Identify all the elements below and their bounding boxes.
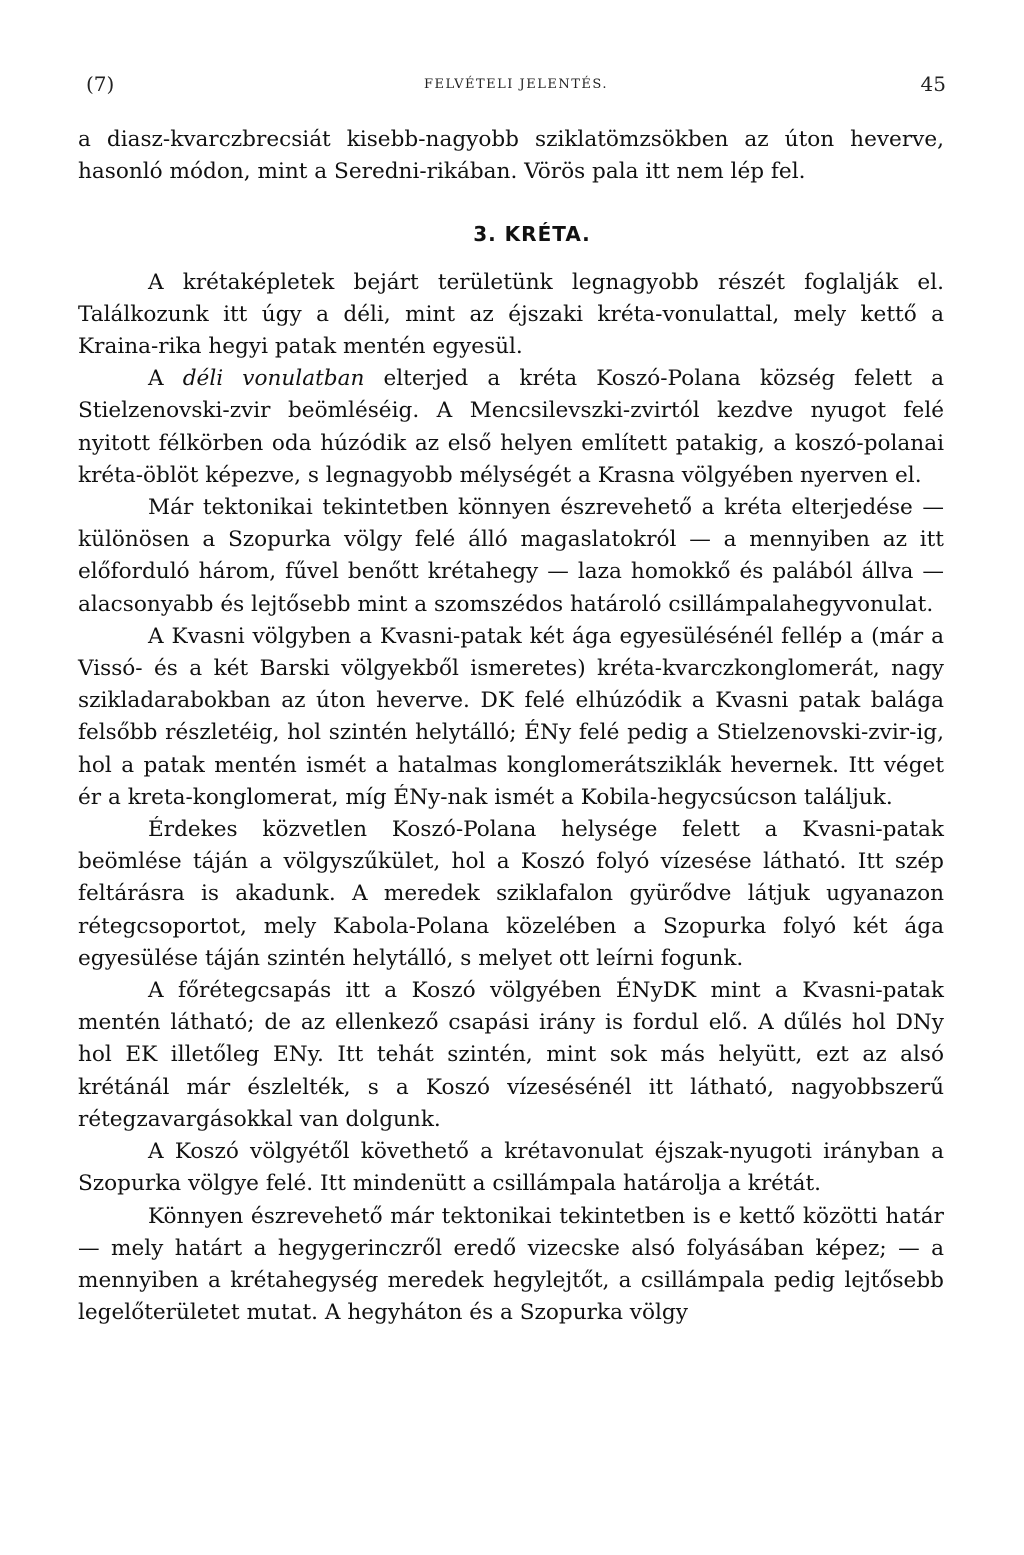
paragraph-text: A: [148, 366, 183, 392]
page-body: [78, 124, 944, 1329]
section-heading: 3. KRÉTA.: [473, 222, 591, 247]
italic-emphasis: déli vonulatban: [182, 366, 365, 392]
paragraph: Könnyen észrevehető már tektonikai tekintetben is e kettő közötti határ — mely határt a hegygerinczről eredő vizecske alsó folyásában képez; — a mennyiben a krétahegység meredek hegylejtőt, a csillámpala pedig lejtősebb legelőterületet mutat. A hegyháton és a Szopurka völgy: [78, 1203, 944, 1326]
paragraph-text: elterjed a kréta Koszó-Polana község felett a Stielzenovski-zvir beömléséig. A Mencsilevszki-zvirtól kezdve nyugot felé nyitott félkörben oda húzódik az első helyen említett patakig, a koszó-polanai kréta-öblöt képezve, s legnagyobb mélységét a Krasna völgyében nyerven el.: [78, 366, 944, 488]
page-number-left: (7): [86, 72, 115, 96]
page-header: [86, 72, 946, 102]
paragraph: Érdekes közvetlen Koszó-Polana helysége felett a Kvasni-patak beömlése táján a völgyszűkület, hol a Koszó folyó vízesése látható. Itt szép feltárásra is akadunk. A meredek sziklafalon gyürődve látjuk ugyanazon rétegcsoportot, mely Kabola-Polana közelében a Szopurka folyó két ága egyesülése táján szintén helytálló, s melyet ott leírni fogunk.: [78, 817, 944, 971]
paragraph: Már tektonikai tekintetben könnyen észrevehető a kréta elterjedése — különösen a Szopurka völgy felé álló magaslatokról — a mennyiben az itt előforduló három, fűvel benőtt krétahegy — laza homokkő és palából állva — alacsonyabb és lejtősebb mint a szomszédos határoló csillámpalahegyvonulat.: [78, 495, 944, 617]
paragraph: A Koszó völgyétől követhető a krétavonulat éjszak-nyugoti irányban a Szopurka völgye felé. Itt mindenütt a csillámpala határolja a krétát.: [78, 1139, 944, 1197]
page-number-right: 45: [920, 72, 946, 96]
paragraph-southern-range: [78, 363, 944, 492]
paragraph: A főrétegcsapás itt a Koszó völgyében ÉNyDK mint a Kvasni-patak mentén látható; de az ellenkező csapási irány is fordul elő. A dűlés hol DNy hol EK illetőleg ENy. Itt tehát szintén, mint sok más helyütt, ezt az alsó krétánál már észlelték, s a Koszó vízesésénél itt látható, nagyobbszerű rétegzavargásokkal van dolgunk.: [78, 978, 944, 1132]
paragraph: A krétaképletek bejárt területünk legnagyobb részét foglalják el. Találkozunk itt úgy a déli, mint az éjszaki kréta-vonulattal, mely kettő a Kraina-rika hegyi patak mentén egyesül.: [78, 269, 944, 360]
paragraph-continuation: a diasz-kvarczbrecsiát kisebb-nagyobb sziklatömzsökben az úton heverve, hasonló módon, mint a Seredni-rikában. Vörös pala itt nem lép fel.: [78, 127, 944, 185]
paragraph: A Kvasni völgyben a Kvasni-patak két ága egyesülésénél fellép a (már a Vissó- és a két Barski völgyekből ismeretes) kréta-kvarczkonglomerát, nagy szikladarabokban az úton heverve. DK felé elhúzódik a Kvasni patak balága felsőbb részletéig, hol szintén helytálló; ÉNy felé pedig a Stielzenovski-zvir-ig, hol a patak mentén ismét a hatalmas konglomerátsziklák hevernek. Itt véget ér a kreta-konglomerat, míg ÉNy-nak ismét a Kobila-hegycsúcson találjuk.: [78, 623, 944, 810]
running-title: FELVÉTELI JELENTÉS.: [424, 77, 608, 92]
